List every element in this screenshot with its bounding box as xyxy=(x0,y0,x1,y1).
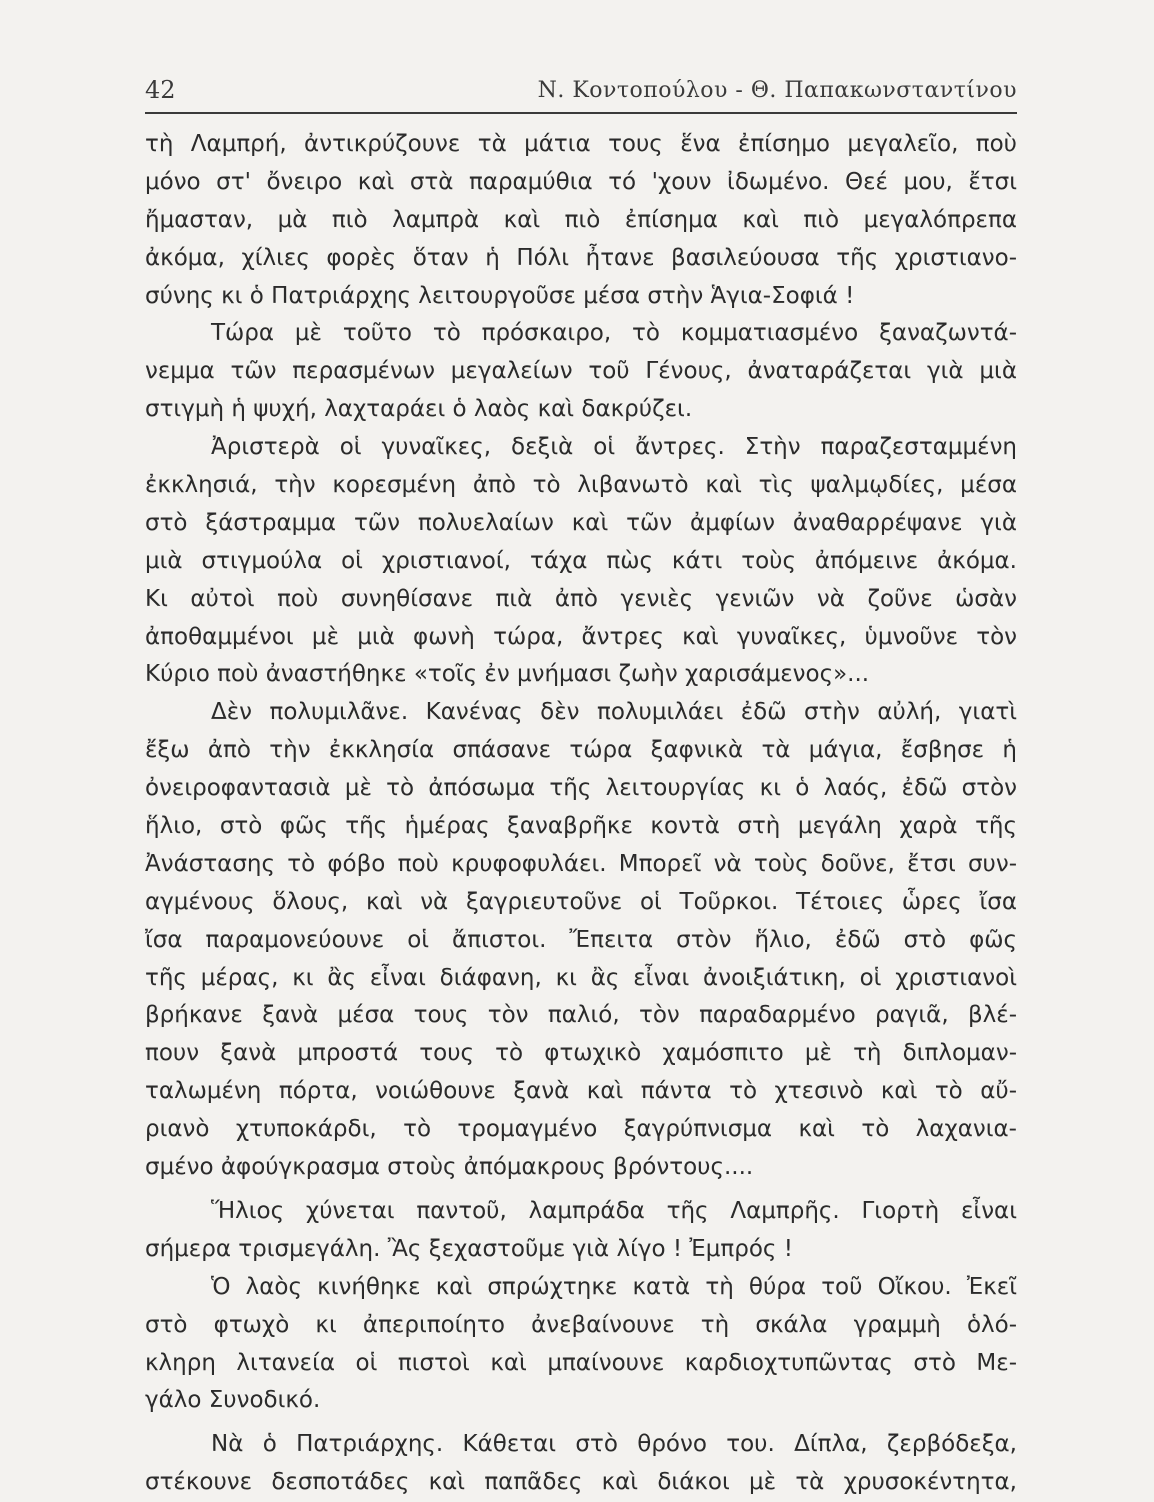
text-line: στιγμὴ ἡ ψυχή, λαχταράει ὁ λαὸς καὶ δακρύζει. xyxy=(145,396,693,423)
text-line: ἤμασταν, μὰ πιὸ λαμπρὰ καὶ πιὸ ἐπίσημα καὶ πιὸ μεγαλόπρεπα xyxy=(145,206,1017,233)
text-line: σμένο ἀφούγκρασμα στοὺς ἀπόμακρους βρόντους.... xyxy=(145,1154,754,1181)
body-text xyxy=(145,126,1017,1502)
text-line: μιὰ στιγμούλα οἱ χριστιανοί, τάχα πὼς κάτι τοὺς ἀπόμεινε ἀκόμα. xyxy=(145,547,1017,574)
text-line: σύνης κι ὁ Πατριάρχης λειτουργοῦσε μέσα στὴν Ἁγια-Σοφιά ! xyxy=(145,282,855,309)
text-line: Κι αὐτοὶ ποὺ συνηθίσανε πιὰ ἀπὸ γενιὲς γενιῶν νὰ ζοῦνε ὡσὰν xyxy=(145,585,1017,612)
paragraph-start: Νὰ ὁ Πατριάρχης. Κάθεται στὸ θρόνο του. Δίπλα, ζερβόδεξα, xyxy=(211,1431,1017,1458)
text-line: τὴ Λαμπρή, ἀντικρύζουνε τὰ μάτια τους ἕνα ἐπίσημο μεγαλεῖο, ποὺ xyxy=(145,131,1017,157)
text-line: ἀκόμα, χίλιες φορὲς ὅταν ἡ Πόλι ἦτανε βασιλεύουσα τῆς χριστιανο- xyxy=(145,244,1017,271)
text-line: νεμμα τῶν περασμένων μεγαλείων τοῦ Γένους, ἀναταράζεται γιὰ μιὰ xyxy=(145,358,1017,385)
text-line: στὸ ξάστραμμα τῶν πολυελαίων καὶ τῶν ἀμφίων ἀναθαρρέψανε γιὰ xyxy=(145,509,1017,536)
text-line: αγμένους ὅλους, καὶ νὰ ξαγριευτοῦνε οἱ Τοῦρκοι. Τέτοιες ὧρες ἴσα xyxy=(145,888,1017,915)
paragraph-start: Ἀριστερὰ οἱ γυναῖκες, δεξιὰ οἱ ἄντρες. Στὴν παραζεσταμμένη xyxy=(211,434,1017,461)
paragraph-start: Δὲν πολυμιλᾶνε. Κανένας δὲν πολυμιλάει ἐδῶ στὴν αὐλή, γιατὶ xyxy=(211,699,1017,726)
text-line: Κύριο ποὺ ἀναστήθηκε «τοῖς ἐν μνήμασι ζωὴν χαρισάμενος»... xyxy=(145,661,870,688)
paragraph-start: Ἥλιος χύνεται παντοῦ, λαμπράδα τῆς Λαμπρῆς. Γιορτὴ εἶναι xyxy=(211,1197,1017,1224)
text-line: στέκουνε δεσποτάδες καὶ παπᾶδες καὶ διάκοι μὲ τὰ χρυσοκέντητα, xyxy=(145,1469,1017,1496)
page-number: 42 xyxy=(145,76,176,104)
text-line: ὀνειροφαντασιὰ μὲ τὸ ἀπόσωμα τῆς λειτουργίας κι ὁ λαός, ἐδῶ στὸν xyxy=(145,775,1017,802)
text-line: κληρη λιτανεία οἱ πιστοὶ καὶ μπαίνουνε καρδιοχτυπῶντας στὸ Με- xyxy=(145,1349,1017,1376)
text-line: μόνο στ' ὄνειρο καὶ στὰ παραμύθια τό 'χουν ἰδωμένο. Θεέ μου, ἔτσι xyxy=(145,168,1017,195)
paragraph-start: Ὁ λαὸς κινήθηκε καὶ σπρώχτηκε κατὰ τὴ θύρα τοῦ Οἴκου. Ἐκεῖ xyxy=(211,1273,1017,1300)
text-line: σήμερα τρισμεγάλη. Ἂς ξεχαστοῦμε γιὰ λίγο ! Ἐμπρός ! xyxy=(145,1235,793,1262)
text-line: πουν ξανὰ μπροστά τους τὸ φτωχικὸ χαμόσπιτο μὲ τὴ διπλομαν- xyxy=(145,1040,1017,1067)
text-line: γάλο Συνοδικό. xyxy=(145,1387,321,1414)
text-line: ταλωμένη πόρτα, νοιώθουνε ξανὰ καὶ πάντα τὸ χτεσινὸ καὶ τὸ αὔ- xyxy=(145,1078,1017,1105)
text-line: ριανὸ χτυποκάρδι, τὸ τρομαγμένο ξαγρύπνισμα καὶ τὸ λαχανια- xyxy=(145,1116,1017,1143)
text-line: ἴσα παραμονεύουνε οἱ ἄπιστοι. Ἔπειτα στὸν ἥλιο, ἐδῶ στὸ φῶς xyxy=(145,926,1017,953)
paragraph-start: Τώρα μὲ τοῦτο τὸ πρόσκαιρο, τὸ κομματιασμένο ξαναζωντά- xyxy=(211,320,1017,347)
text-line: ἥλιο, στὸ φῶς τῆς ἡμέρας ξαναβρῆκε κοντὰ στὴ μεγάλη χαρὰ τῆς xyxy=(145,813,1017,840)
text-line: στὸ φτωχὸ κι ἀπεριποίητο ἀνεβαίνουνε τὴ σκάλα γραμμὴ ὁλό- xyxy=(145,1311,1017,1338)
text-line: ἔξω ἀπὸ τὴν ἐκκλησία σπάσανε τώρα ξαφνικὰ τὰ μάγια, ἔσβησε ἡ xyxy=(145,737,1017,764)
text-line: βρήκανε ξανὰ μέσα τους τὸν παλιό, τὸν παραδαρμένο ραγιᾶ, βλέ- xyxy=(145,1002,1017,1029)
text-line: ἀποθαμμένοι μὲ μιὰ φωνὴ τώρα, ἄντρες καὶ γυναῖκες, ὑμνοῦνε τὸν xyxy=(145,623,1017,650)
text-line: Ἀνάστασης τὸ φόβο ποὺ κρυφοφυλάει. Μπορεῖ νὰ τοὺς δοῦνε, ἔτσι συν- xyxy=(145,850,1017,877)
text-line: ἐκκλησιά, τὴν κορεσμένη ἀπὸ τὸ λιβανωτὸ καὶ τὶς ψαλμῳδίες, μέσα xyxy=(145,472,1017,499)
page-header xyxy=(145,72,1017,114)
text-line: τῆς μέρας, κι ἂς εἶναι διάφανη, κι ἂς εἶναι ἀνοιξιάτικη, οἱ χριστιανοὶ xyxy=(145,964,1017,991)
running-head: Ν. Κοντοπούλου - Θ. Παπακωνσταντίνου xyxy=(537,78,1017,103)
